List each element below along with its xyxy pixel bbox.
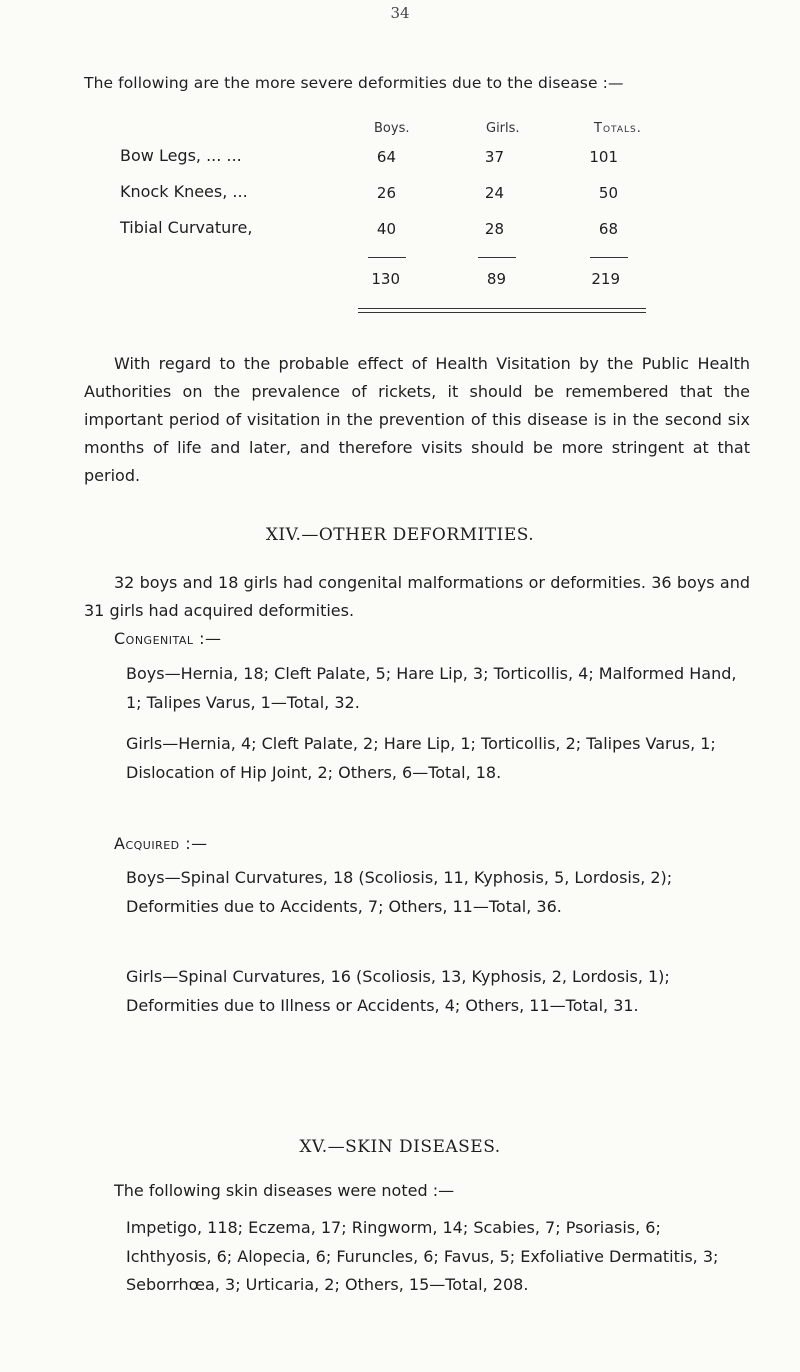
table-bottom-rule [358,308,646,313]
row-label-tibial-curvature: Tibial Curvature, [120,218,253,237]
congenital-girls: Girls—Hernia, 4; Cleft Palate, 2; Hare Lip, 1; Torticollis, 2; Talipes Varus, 1; Dislocation of Hip Joint, 2; Others, 6—Total, 18. [126,734,716,782]
cell-tibial-girls: 28 [484,220,504,238]
congenital-boys: Boys—Hernia, 18; Cleft Palate, 5; Hare Lip, 3; Torticollis, 4; Malformed Hand, 1; Talipes Varus, 1—Total, 32. [126,664,737,712]
acquired-boys: Boys—Spinal Curvatures, 18 (Scoliosis, 11, Kyphosis, 5, Lordosis, 2); Deformities due to Accidents, 7; Others, 11—Total, 36. [126,868,673,916]
acquired-heading: Acquired :— [114,834,208,853]
deformities-intro: The following are the more severe deformities due to the disease :— [84,74,624,92]
rule-girls [478,257,516,258]
total-girls: 89 [486,270,506,288]
cell-knock-knees-boys: 26 [376,184,396,202]
cell-bow-legs-total: 101 [589,148,618,166]
cell-knock-knees-total: 50 [598,184,618,202]
section-xv-heading: XV.—SKIN DISEASES. [299,1137,501,1157]
page-number: 34 [390,4,410,22]
row-label-bow-legs: Bow Legs, ... ... [120,146,242,165]
cell-tibial-total: 68 [598,220,618,238]
row-label-knock-knees: Knock Knees, ... [120,182,248,201]
cell-bow-legs-girls: 37 [484,148,504,166]
skin-diseases-list: Impetigo, 118; Eczema, 17; Ringworm, 14; Scabies, 7; Psoriasis, 6; Ichthyosis, 6; Alopecia, 6; Furuncles, 6; Favus, 5; Exfoliative Dermatitis, 3; Seborrhœa, 3; Urticaria, 2; Others, 15—Total, 208. [126,1218,719,1294]
header-girls: Girls. [486,121,520,136]
section-xiv-summary: 32 boys and 18 girls had congenital malformations or deformities. 36 boys and 31 girls had acquired deformities. [84,573,750,620]
rule-boys [368,257,406,258]
cell-knock-knees-girls: 24 [484,184,504,202]
deformities-table [0,0,800,330]
acquired-girls: Girls—Spinal Curvatures, 16 (Scoliosis, 13, Kyphosis, 2, Lordosis, 1); Deformities due to Illness or Accidents, 4; Others, 11—Total, 31. [126,967,670,1015]
rule-totals [590,257,628,258]
section-xiv-heading: XIV.—OTHER DEFORMITIES. [265,525,535,545]
cell-bow-legs-boys: 64 [376,148,396,166]
cell-tibial-boys: 40 [376,220,396,238]
header-boys: Boys. [374,121,410,136]
total-grand: 219 [591,270,620,288]
health-visitation-paragraph: With regard to the probable effect of Health Visitation by the Public Health Authorities on the prevalence of rickets, it should be remembered that the important period of visitation in the prevention of this disease is in the second six months of life and later, and therefore visits should be more stringent at that period. [84,354,750,485]
section-xv-intro: The following skin diseases were noted :— [114,1181,455,1200]
total-boys: 130 [371,270,400,288]
header-totals: Totals. [594,121,642,136]
congenital-heading: Congenital :— [114,629,222,648]
